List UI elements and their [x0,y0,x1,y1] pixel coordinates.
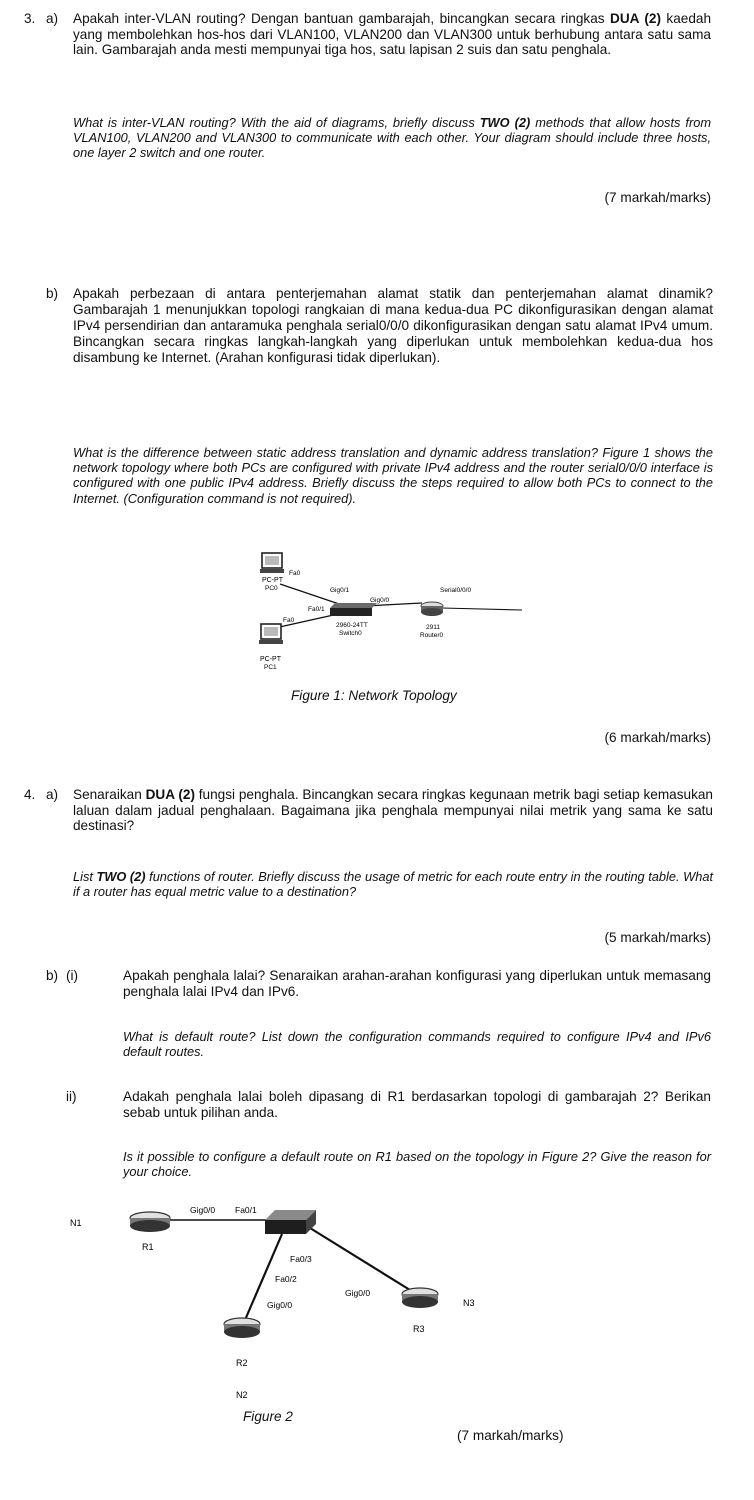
r1-router-icon [130,1212,170,1232]
r2-router-icon [224,1318,260,1338]
r2-gig00-label: Gig0/0 [267,1300,293,1310]
r3-router-icon [402,1288,438,1308]
n1-label: N1 [70,1218,82,1228]
router-model-label: 2911 [426,624,440,631]
q3b-marks: (6 markah/marks) [604,730,711,745]
r3-label: R3 [413,1324,425,1334]
q4-number: 4. [24,787,36,802]
switch-icon [330,603,377,616]
bold-emphasis: TWO (2) [479,115,531,130]
q3a-malay-text: Apakah inter-VLAN routing? Dengan bantuan gambarajah, bincangkan secara ringkas DUA (2) kaedah yang membolehkan hos-hos dari VLAN100, VLAN200 dan VLAN300 untuk berhubung antara satu sama lain. Gambarajah anda mesti mempunyai tiga hos, satu lapisan 2 suis dan satu penghala. [73,11,712,58]
bold-emphasis: DUA (2) [145,787,195,802]
router-icon [421,602,443,616]
q4bi-english-text: What is default route? List down the configuration commands required to configure IPv4 and IPv6 default routes. [123,1029,711,1060]
switch-fa03-label: Fa0/3 [290,1254,312,1264]
pc1-type-label: PC-PT [260,656,281,663]
pc0-fa0-label: Fa0 [289,570,301,577]
pc0-type-label: PC-PT [262,577,283,584]
router-name-label: Router0 [420,632,444,639]
n2-label: N2 [236,1390,248,1400]
pc1-name-label: PC1 [264,664,277,671]
router-serial-label: Serial0/0/0 [440,587,472,594]
q4b-label: b) [46,968,59,983]
q4bi-label: (i) [66,968,79,983]
q4a-malay-text: Senaraikan DUA (2) fungsi penghala. Bincangkan secara ringkas kegunaan metrik bagi setiap kemasukan laluan dalam jadual penghalaan. Bagaimana jika penghala mempunyai nilai metrik yang sama ke satu destinasi? [73,787,713,834]
link-router-serial [442,608,522,610]
q3a-marks: (7 markah/marks) [604,190,711,205]
r3-gig00-label: Gig0/0 [345,1288,371,1298]
pc0-icon [260,553,284,573]
pc1-icon [259,624,283,644]
q3b-malay-text: Apakah perbezaan di antara penterjemahan alamat statik dan penterjemahan alamat dinamik? Gambarajah 1 menunjukkan topologi rangkaian di mana kedua-dua PC dikonfigurasikan dengan alamat IPv4 persendirian dan antaramuka penghala serial0/0/0 dikonfigurasikan dengan satu alamat IPv4 umum. Bincangkan secara ringkas langkah-langkah yang diperlukan untuk membolehkan kedua-dua hos disambung ke Internet. (Arahan konfigurasi tidak diperlukan). [73,286,713,365]
switch-name-label: Switch0 [339,630,362,637]
router-gig00-label: Gig0/0 [370,597,390,604]
switch-gig01-label: Gig0/1 [330,587,350,594]
q3b-english-text: What is the difference between static address translation and dynamic address translation? Figure 1 shows the network topology where both PCs are configured with private IPv4 address and the router serial0/0/0 interface is configured with one public IPv4 address. Briefly discuss the steps required to allow both PCs to connect to the Internet. (Configuration command is not required). [73,445,713,506]
figure-1-network-topology [250,548,535,683]
switch-fa02-label: Fa0/2 [275,1274,297,1284]
q4bii-english-text: Is it possible to configure a default route on R1 based on the topology in Figure 2? Give the reason for your choice. [123,1149,711,1180]
q4bi-malay-text: Apakah penghala lalai? Senaraikan arahan-arahan konfigurasi yang diperlukan untuk memasang penghala lalai IPv4 dan IPv6. [123,968,711,999]
pc1-fa0-label: Fa0 [283,617,295,624]
switch-model-label: 2960-24TT [336,622,368,629]
q3a-english-text: What is inter-VLAN routing? With the aid of diagrams, briefly discuss TWO (2) methods that allow hosts from VLAN100, VLAN200 and VLAN300 to communicate with each other. Your diagram should include three hosts, one layer 2 switch and one router. [73,115,712,161]
link-switch-r3 [310,1228,410,1290]
switch-fa01-label-fig2: Fa0/1 [235,1205,257,1215]
q3a-label: a) [46,11,59,26]
switch-fa01-label: Fa0/1 [308,606,325,613]
figure-2-caption: Figure 2 [243,1409,293,1424]
fig2-switch-icon [265,1210,316,1234]
bold-emphasis: TWO (2) [96,869,146,884]
r1-label: R1 [142,1242,154,1252]
q4bii-malay-text: Adakah penghala lalai boleh dipasang di R1 berdasarkan topologi di gambarajah 2? Berikan sebab untuk pilihan anda. [123,1089,711,1120]
figure-1-caption: Figure 1: Network Topology [291,688,457,703]
q3b-label: b) [46,286,59,301]
q4a-marks: (5 markah/marks) [604,930,711,945]
n3-label: N3 [463,1298,475,1308]
figure-2-topology [60,1198,500,1408]
q3-number: 3. [24,11,36,26]
pc0-name-label: PC0 [265,585,278,592]
q4a-english-text: List TWO (2) functions of router. Briefly discuss the usage of metric for each route entry in the routing table. What if a router has equal metric value to a destination? [73,869,713,900]
r1-gig00-label: Gig0/0 [190,1205,216,1215]
bold-emphasis: DUA (2) [610,11,661,26]
q4bii-label: ii) [66,1089,77,1104]
q4b-marks: (7 markah/marks) [457,1428,564,1443]
q4a-label: a) [46,787,59,802]
r2-label: R2 [236,1358,248,1368]
